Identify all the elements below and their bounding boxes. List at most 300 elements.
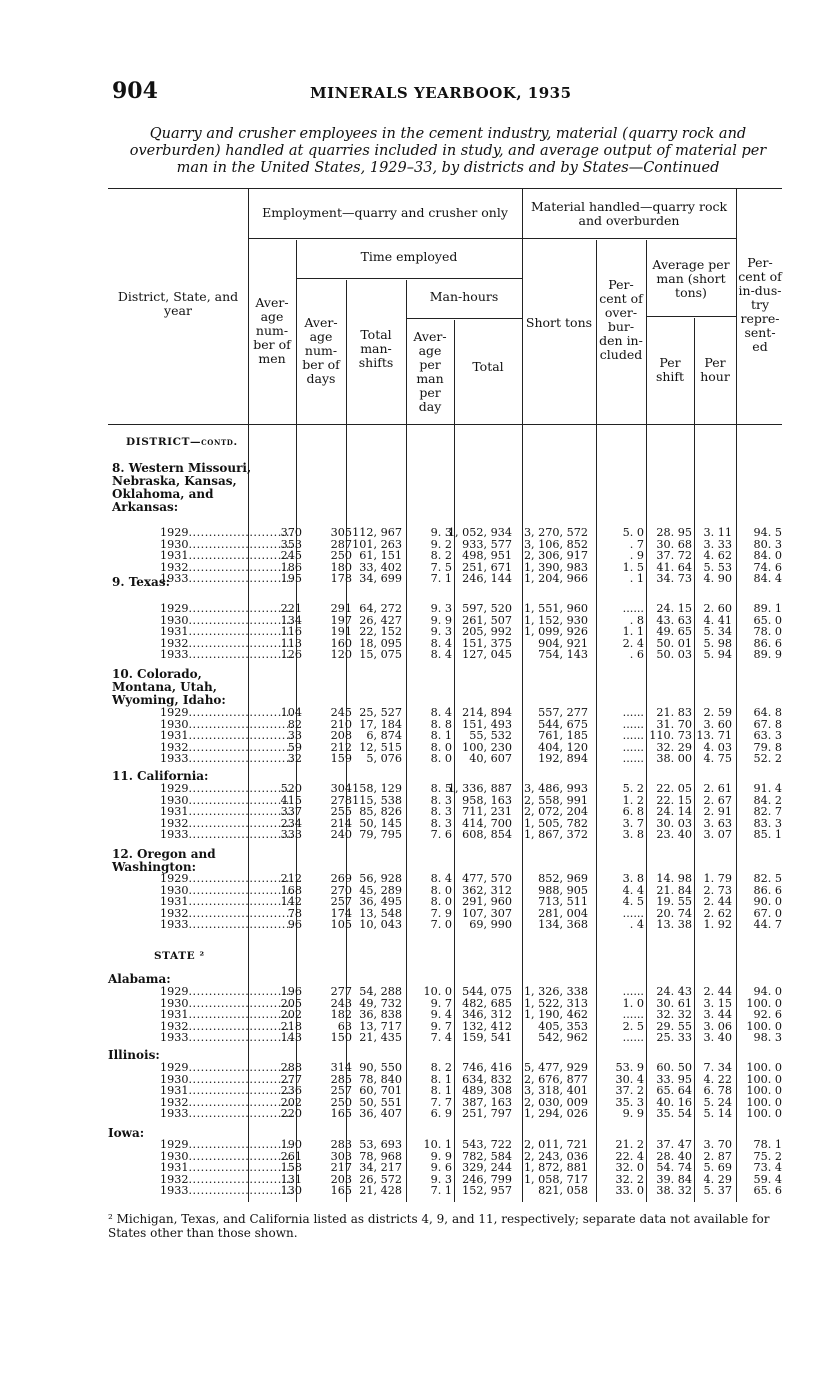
avg-hours-per-day-cell: 8. 0 (430, 883, 452, 897)
pct-industry-cell: 78. 0 (753, 625, 782, 639)
pct-industry-cell: 84. 4 (753, 572, 782, 586)
year-cell: 1933 ..... (160, 1032, 294, 1044)
pct-industry-cell: 59. 4 (753, 1172, 782, 1186)
table-row (108, 753, 784, 765)
pct-overburden-cell: 4. 5 (622, 895, 644, 909)
pct-overburden-cell: 5. 2 (622, 782, 644, 795)
per-shift-cell: 24. 14 (656, 805, 692, 819)
short-tons-cell: 1, 551, 960 (523, 602, 588, 615)
short-tons-cell: 1, 058, 717 (523, 1172, 588, 1186)
pct-industry-cell: 94. 0 (753, 985, 782, 998)
avg-hours-per-day-cell: 9. 3 (430, 602, 452, 615)
avg-days-cell: 197 (330, 613, 352, 627)
group-label: 8. Western Missouri, Nebraska, Kansas, Oklahoma, and Arkansas: (112, 461, 252, 514)
avg-hours-per-day-cell: 8. 3 (430, 805, 452, 819)
avg-hours-per-day-cell: 9. 7 (430, 996, 452, 1010)
pct-overburden-cell: ...... (622, 729, 644, 743)
pct-industry-cell: 64. 8 (753, 706, 782, 719)
per-shift-cell: 54. 74 (656, 1161, 692, 1175)
per-hour-cell: 3. 11 (703, 526, 732, 539)
pct-overburden-cell: 1. 2 (622, 793, 644, 807)
total-shifts-cell: 18, 095 (359, 636, 402, 650)
per-shift-cell: 28. 40 (656, 1149, 692, 1163)
header-man-hours: Man-hours (429, 289, 499, 304)
table-row (108, 986, 784, 998)
pct-industry-cell: 89. 9 (753, 648, 782, 662)
short-tons-cell: 2, 676, 877 (523, 1072, 588, 1086)
per-shift-cell: 37. 72 (656, 549, 692, 563)
year-cell: 1930 ..... (160, 719, 294, 731)
avg-days-cell: 214 (330, 816, 352, 830)
pct-overburden-cell: 22. 4 (615, 1149, 644, 1163)
total-hours-cell: 55, 532 (469, 729, 512, 743)
avg-men-cell: 143 (280, 1031, 302, 1045)
total-hours-cell: 346, 312 (462, 1008, 512, 1022)
group-label: Alabama: (108, 972, 171, 986)
pct-overburden-cell: 30. 4 (615, 1072, 644, 1086)
avg-men-cell: 116 (280, 625, 302, 639)
avg-days-cell: 283 (330, 1138, 352, 1151)
pct-industry-cell: 65. 6 (753, 1184, 782, 1198)
per-hour-cell: 2. 87 (703, 1149, 732, 1163)
avg-hours-per-day-cell: 9. 9 (430, 613, 452, 627)
total-hours-cell: 414, 700 (462, 816, 512, 830)
total-shifts-cell: 49, 732 (359, 996, 402, 1010)
pct-overburden-cell: ...... (622, 752, 644, 766)
pct-overburden-cell: 32. 2 (615, 1172, 644, 1186)
short-tons-cell: 2, 011, 721 (523, 1138, 588, 1151)
total-hours-cell: 608, 854 (462, 828, 512, 842)
total-hours-cell: 489, 308 (462, 1084, 512, 1098)
year-cell: 1932 ..... (160, 562, 294, 574)
per-shift-cell: 41. 64 (656, 560, 692, 574)
total-hours-cell: 329, 244 (462, 1161, 512, 1175)
pct-overburden-cell: ...... (622, 906, 644, 920)
per-hour-cell: 3. 33 (703, 537, 732, 551)
total-hours-cell: 958, 163 (462, 793, 512, 807)
avg-days-cell: 160 (330, 636, 352, 650)
total-shifts-cell: 17, 184 (359, 717, 402, 731)
total-hours-cell: 482, 685 (462, 996, 512, 1010)
avg-men-cell: 261 (280, 1149, 302, 1163)
pct-industry-cell: 89. 1 (753, 602, 782, 615)
avg-men-cell: 158 (280, 1161, 302, 1175)
per-shift-cell: 65. 64 (656, 1084, 692, 1098)
pct-industry-cell: 65. 0 (753, 613, 782, 627)
header-short-tons: Short tons (525, 315, 593, 330)
pct-industry-cell: 90. 0 (753, 895, 782, 909)
per-shift-cell: 23. 40 (656, 828, 692, 842)
total-hours-cell: 362, 312 (462, 883, 512, 897)
year-cell: 1929 ..... (160, 783, 294, 795)
avg-days-cell: 120 (330, 648, 352, 662)
header-avg-per-man: Average per man (short tons) (652, 257, 730, 300)
short-tons-cell: 713, 511 (538, 895, 588, 909)
total-hours-cell: 151, 493 (462, 717, 512, 731)
pct-industry-cell: 83. 3 (753, 816, 782, 830)
per-hour-cell: 4. 41 (703, 613, 732, 627)
avg-men-cell: 32 (287, 752, 302, 766)
avg-days-cell: 250 (330, 1095, 352, 1109)
total-hours-cell: 387, 163 (462, 1095, 512, 1109)
avg-days-cell: 174 (330, 906, 352, 920)
avg-hours-per-day-cell: 8. 1 (430, 729, 452, 743)
total-shifts-cell: 15, 075 (359, 648, 402, 662)
pct-industry-cell: 63. 3 (753, 729, 782, 743)
avg-men-cell: 59 (287, 740, 302, 754)
short-tons-cell: 405, 353 (538, 1019, 588, 1033)
avg-hours-per-day-cell: 9. 9 (430, 1149, 452, 1163)
short-tons-cell: 2, 072, 204 (523, 805, 588, 819)
avg-days-cell: 278 (330, 793, 352, 807)
per-shift-cell: 60. 50 (656, 1061, 692, 1074)
table-row (108, 707, 784, 719)
per-hour-cell: 3. 60 (703, 717, 732, 731)
per-hour-cell: 2. 91 (703, 805, 732, 819)
per-shift-cell: 50. 03 (656, 648, 692, 662)
pct-industry-cell: 100. 0 (746, 1019, 782, 1033)
short-tons-cell: 904, 921 (538, 636, 588, 650)
per-hour-cell: 5. 69 (703, 1161, 732, 1175)
avg-hours-per-day-cell: 8. 4 (430, 706, 452, 719)
per-hour-cell: 7. 34 (703, 1061, 732, 1074)
total-shifts-cell: 33, 402 (359, 560, 402, 574)
avg-men-cell: 202 (280, 1095, 302, 1109)
avg-hours-per-day-cell: 9. 3 (430, 1172, 452, 1186)
avg-hours-per-day-cell: 9. 7 (430, 1019, 452, 1033)
pct-overburden-cell: 33. 0 (615, 1184, 644, 1198)
per-shift-cell: 30. 61 (656, 996, 692, 1010)
pct-industry-cell: 78. 1 (753, 1138, 782, 1151)
per-shift-cell: 49. 65 (656, 625, 692, 639)
year-cell: 1930 ..... (160, 1074, 294, 1086)
per-hour-cell: 3. 70 (703, 1138, 732, 1151)
avg-men-cell: 202 (280, 1008, 302, 1022)
year-cell: 1931 ..... (160, 730, 294, 742)
pct-industry-cell: 85. 1 (753, 828, 782, 842)
total-hours-cell: 498, 951 (462, 549, 512, 563)
avg-hours-per-day-cell: 8. 0 (430, 740, 452, 754)
total-hours-cell: 597, 520 (462, 602, 512, 615)
short-tons-cell: 3, 318, 401 (523, 1084, 588, 1098)
year-cell: 1929 ..... (160, 707, 294, 719)
per-shift-cell: 22. 05 (656, 782, 692, 795)
avg-days-cell: 255 (330, 805, 352, 819)
year-cell: 1933 ..... (160, 1185, 294, 1197)
avg-days-cell: 180 (330, 560, 352, 574)
table-row (108, 1108, 784, 1120)
year-cell: 1931 ..... (160, 1162, 294, 1174)
pct-industry-cell: 67. 0 (753, 906, 782, 920)
avg-hours-per-day-cell: 7. 4 (430, 1031, 452, 1045)
avg-hours-per-day-cell: 8. 4 (430, 636, 452, 650)
per-hour-cell: 4. 03 (703, 740, 732, 754)
avg-days-cell: 217 (330, 1161, 352, 1175)
year-cell: 1931 ..... (160, 1009, 294, 1021)
per-hour-cell: 4. 22 (703, 1072, 732, 1086)
pct-overburden-cell: ...... (622, 602, 644, 615)
pct-overburden-cell: . 9 (629, 549, 644, 563)
header-pct-overburden: Per-cent of over-bur-den in-cluded (599, 277, 643, 362)
short-tons-cell: 1, 190, 462 (523, 1008, 588, 1022)
avg-hours-per-day-cell: 6. 9 (430, 1107, 452, 1121)
avg-men-cell: 168 (280, 883, 302, 897)
pct-industry-cell: 52. 2 (753, 752, 782, 766)
header-bottom-rule (108, 424, 782, 425)
page-header (112, 78, 792, 108)
total-shifts-cell: 13, 548 (359, 906, 402, 920)
short-tons-cell: 2, 558, 991 (523, 793, 588, 807)
header-total-hours: Total (472, 359, 504, 374)
pct-overburden-cell: 2. 5 (622, 1019, 644, 1033)
avg-hours-per-day-cell: 9. 3 (430, 625, 452, 639)
avg-hours-per-day-cell: 8. 8 (430, 717, 452, 731)
per-hour-cell: 1. 92 (703, 918, 732, 932)
avg-hours-per-day-cell: 7. 6 (430, 828, 452, 842)
total-shifts-cell: 45, 289 (359, 883, 402, 897)
header-avg-men: Aver-age num-ber of men (253, 295, 291, 366)
pct-overburden-cell: ...... (622, 1031, 644, 1045)
per-shift-cell: 43. 63 (656, 613, 692, 627)
pct-industry-cell: 100. 0 (746, 1107, 782, 1121)
total-hours-cell: 40, 607 (469, 752, 512, 766)
avg-men-cell: 234 (280, 816, 302, 830)
per-hour-cell: 3. 44 (703, 1008, 732, 1022)
avg-days-cell: 63 (337, 1019, 352, 1033)
avg-hours-per-day-cell: 9. 3 (430, 526, 452, 539)
avg-days-cell: 212 (330, 740, 352, 754)
avg-men-cell: 236 (280, 1084, 302, 1098)
avg-days-cell: 243 (330, 996, 352, 1010)
pct-overburden-cell: 3. 8 (622, 872, 644, 885)
short-tons-cell: 544, 675 (538, 717, 588, 731)
short-tons-cell: 1, 204, 966 (523, 572, 588, 586)
avg-hours-per-day-cell: 8. 2 (430, 549, 452, 563)
short-tons-cell: 542, 962 (538, 1031, 588, 1045)
year-cell: 1930 ..... (160, 1151, 294, 1163)
pct-industry-cell: 100. 0 (746, 1072, 782, 1086)
table-row (108, 783, 784, 795)
total-hours-cell: 1, 336, 887 (447, 782, 512, 795)
total-hours-cell: 107, 307 (462, 906, 512, 920)
avg-days-cell: 105 (330, 918, 352, 932)
pct-overburden-cell: 1. 5 (622, 560, 644, 574)
top-rule (108, 188, 782, 189)
total-hours-cell: 711, 231 (462, 805, 512, 819)
per-hour-cell: 4. 29 (703, 1172, 732, 1186)
avg-men-cell: 277 (280, 1072, 302, 1086)
short-tons-cell: 3, 486, 993 (523, 782, 588, 795)
pct-overburden-cell: 3. 7 (622, 816, 644, 830)
short-tons-cell: 1, 390, 983 (523, 560, 588, 574)
header-total-shifts: Total man-shifts (358, 327, 394, 370)
per-hour-cell: 13. 71 (696, 729, 732, 743)
per-hour-cell: 5. 53 (703, 560, 732, 574)
footnote: ² Michigan, Texas, and California listed as districts 4, 9, and 11, respectively; separate data not available for States other than those shown. (108, 1212, 770, 1240)
avg-days-cell: 314 (330, 1061, 352, 1074)
short-tons-cell: 404, 120 (538, 740, 588, 754)
table-row (108, 873, 784, 885)
avg-hours-per-day-cell: 9. 2 (430, 537, 452, 551)
per-hour-cell: 3. 06 (703, 1019, 732, 1033)
short-tons-cell: 821, 058 (538, 1184, 588, 1198)
per-shift-cell: 38. 32 (656, 1184, 692, 1198)
pct-industry-cell: 75. 2 (753, 1149, 782, 1163)
avg-hours-per-day-cell: 7. 9 (430, 906, 452, 920)
short-tons-cell: 988, 905 (538, 883, 588, 897)
short-tons-cell: 1, 867, 372 (523, 828, 588, 842)
table-row (108, 1032, 784, 1044)
pct-industry-cell: 91. 4 (753, 782, 782, 795)
avg-days-cell: 240 (330, 828, 352, 842)
pct-overburden-cell: 1. 0 (622, 996, 644, 1010)
avg-days-cell: 165 (330, 1184, 352, 1198)
per-shift-cell: 33. 95 (656, 1072, 692, 1086)
group-label: Illinois: (108, 1048, 160, 1062)
year-cell: 1930 ..... (160, 998, 294, 1010)
avg-men-cell: 205 (280, 996, 302, 1010)
header-time-employed: Time employed (360, 249, 458, 264)
total-hours-cell: 251, 671 (462, 560, 512, 574)
total-shifts-cell: 85, 826 (359, 805, 402, 819)
total-shifts-cell: 60, 701 (359, 1084, 402, 1098)
year-cell: 1930 ..... (160, 885, 294, 897)
header-pct-industry: Per-cent of in-dus-try repre-sent-ed (738, 255, 782, 354)
total-hours-cell: 543, 722 (462, 1138, 512, 1151)
total-hours-cell: 159, 541 (462, 1031, 512, 1045)
per-shift-cell: 39. 84 (656, 1172, 692, 1186)
pct-overburden-cell: 2. 4 (622, 636, 644, 650)
avg-hours-per-day-cell: 8. 0 (430, 752, 452, 766)
total-shifts-cell: 54, 288 (359, 985, 402, 998)
pct-overburden-cell: 35. 3 (615, 1095, 644, 1109)
pct-overburden-cell: . 8 (629, 613, 644, 627)
per-hour-cell: 5. 14 (703, 1107, 732, 1121)
per-shift-cell: 30. 03 (656, 816, 692, 830)
total-hours-cell: 251, 797 (462, 1107, 512, 1121)
short-tons-cell: 557, 277 (538, 706, 588, 719)
avg-days-cell: 182 (330, 1008, 352, 1022)
avg-days-cell: 159 (330, 752, 352, 766)
per-hour-cell: 3. 15 (703, 996, 732, 1010)
pct-overburden-cell: 32. 0 (615, 1161, 644, 1175)
per-shift-cell: 37. 47 (656, 1138, 692, 1151)
avg-days-cell: 257 (330, 895, 352, 909)
avg-men-cell: 96 (287, 918, 302, 932)
avg-men-cell: 212 (280, 872, 302, 885)
pct-industry-cell: 79. 8 (753, 740, 782, 754)
total-hours-cell: 205, 992 (462, 625, 512, 639)
avg-hours-per-day-cell: 9. 6 (430, 1161, 452, 1175)
short-tons-cell: 1, 152, 930 (523, 613, 588, 627)
section-state-heading: STATE ² (154, 950, 205, 962)
year-cell: 1933 ..... (160, 829, 294, 841)
year-cell: 1931 ..... (160, 896, 294, 908)
total-shifts-cell: 101, 263 (352, 537, 402, 551)
total-hours-cell: 291, 960 (462, 895, 512, 909)
avg-men-cell: 220 (280, 1107, 302, 1121)
avg-days-cell: 150 (330, 1031, 352, 1045)
avg-men-cell: 337 (280, 805, 302, 819)
total-shifts-cell: 112, 967 (352, 526, 402, 539)
year-cell: 1933 ..... (160, 573, 294, 585)
pct-overburden-cell: 5. 0 (622, 526, 644, 539)
table-row (108, 829, 784, 841)
table-row (108, 1139, 784, 1151)
avg-days-cell: 303 (330, 1149, 352, 1163)
per-shift-cell: 31. 70 (656, 717, 692, 731)
avg-days-cell: 291 (330, 602, 352, 615)
pct-overburden-cell: 4. 4 (622, 883, 644, 897)
pct-industry-cell: 100. 0 (746, 996, 782, 1010)
pct-industry-cell: 94. 5 (753, 526, 782, 539)
table-row (108, 649, 784, 661)
total-hours-cell: 746, 416 (462, 1061, 512, 1074)
total-shifts-cell: 50, 145 (359, 816, 402, 830)
total-shifts-cell: 36, 407 (359, 1107, 402, 1121)
total-shifts-cell: 36, 495 (359, 895, 402, 909)
avg-men-cell: 415 (280, 793, 302, 807)
avg-days-cell: 287 (330, 537, 352, 551)
year-cell: 1930 ..... (160, 795, 294, 807)
pct-industry-cell: 84. 2 (753, 793, 782, 807)
total-hours-cell: 151, 375 (462, 636, 512, 650)
avg-men-cell: 520 (280, 782, 302, 795)
per-hour-cell: 3. 40 (703, 1031, 732, 1045)
pct-overburden-cell: . 7 (629, 537, 644, 551)
total-shifts-cell: 12, 515 (359, 740, 402, 754)
per-shift-cell: 30. 68 (656, 537, 692, 551)
pct-industry-cell: 74. 6 (753, 560, 782, 574)
avg-days-cell: 250 (330, 549, 352, 563)
total-shifts-cell: 10, 043 (359, 918, 402, 932)
short-tons-cell: 1, 505, 782 (523, 816, 588, 830)
per-shift-cell: 21. 83 (656, 706, 692, 719)
total-shifts-cell: 26, 427 (359, 613, 402, 627)
table-row (108, 527, 784, 539)
header-per-hour: Per hour (700, 355, 730, 384)
per-shift-cell: 50. 01 (656, 636, 692, 650)
avg-men-cell: 131 (280, 1172, 302, 1186)
total-shifts-cell: 115, 538 (352, 793, 402, 807)
avg-men-cell: 333 (280, 828, 302, 842)
total-shifts-cell: 78, 840 (359, 1072, 402, 1086)
total-shifts-cell: 50, 551 (359, 1095, 402, 1109)
per-hour-cell: 5. 94 (703, 648, 732, 662)
year-cell: 1929 ..... (160, 1139, 294, 1151)
total-hours-cell: 246, 144 (462, 572, 512, 586)
avg-men-cell: 186 (280, 560, 302, 574)
table-row (108, 1185, 784, 1197)
total-shifts-cell: 6, 874 (366, 729, 402, 743)
per-shift-cell: 38. 00 (656, 752, 692, 766)
year-cell: 1933 ..... (160, 649, 294, 661)
avg-hours-per-day-cell: 7. 1 (430, 1184, 452, 1198)
per-shift-cell: 32. 29 (656, 740, 692, 754)
per-hour-cell: 3. 07 (703, 828, 732, 842)
pct-overburden-cell: 6. 8 (622, 805, 644, 819)
total-hours-cell: 127, 045 (462, 648, 512, 662)
short-tons-cell: 134, 368 (538, 918, 588, 932)
per-hour-cell: 2. 44 (703, 895, 732, 909)
total-hours-cell: 544, 075 (462, 985, 512, 998)
short-tons-cell: 2, 030, 009 (523, 1095, 588, 1109)
avg-men-cell: 134 (280, 613, 302, 627)
avg-days-cell: 277 (330, 985, 352, 998)
avg-men-cell: 245 (280, 549, 302, 563)
total-shifts-cell: 158, 129 (352, 782, 402, 795)
avg-hours-per-day-cell: 10. 0 (423, 985, 452, 998)
